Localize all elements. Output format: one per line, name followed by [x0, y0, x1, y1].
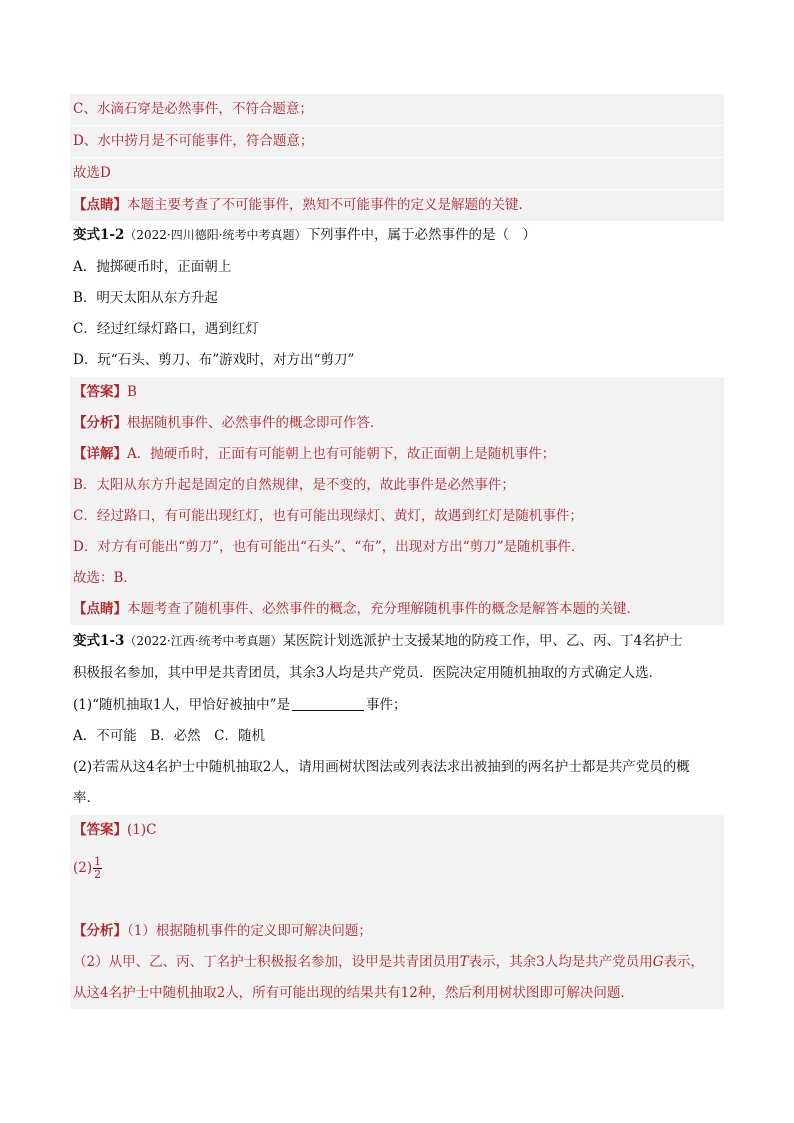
q13-analysis3-line: 从这4名护士中随机抽取2人，所有可能出现的结果共有12种，然后利用树状图即可解决问题． [70, 978, 724, 1009]
q13-answer2-block: (2) $\frac{1}{2}$ [70, 846, 724, 916]
q13-analysis-line: 【分析】（1）根据随机事件的定义即可解决问题； [70, 916, 724, 947]
q12-title-tag: 变式1-2 [73, 227, 125, 243]
q12-option-a: A．抛掷硬币时，正面朝上 [73, 259, 232, 275]
q13-stem-line: 积极报名参加，其中甲是共青团员，其余3人均是共产党员．医院决定用随机抽取的方式确定人选． [73, 665, 663, 681]
q12-detail-c-line: C．经过路口，有可能出现红灯，也有可能出现绿灯、黄灯，故遇到红灯是随机事件； [70, 501, 724, 532]
q12-title-line: 变式1-2（2022·四川德阳·统考中考真题）下列事件中，属于必然事件的是（ ） [73, 227, 537, 243]
fraction-one-half: $\frac{1}{2}$ [94, 855, 102, 881]
q12-choice-line: 故选：B． [70, 563, 724, 594]
prev-option-d-line: D、水中捞月是不可能事件，符合题意； [70, 126, 724, 157]
q13-title-line: 变式1-3（2022·江西·统考中考真题）某医院计划选派护士支援某地的防疫工作，甲、乙、丙、丁4名护士 [73, 633, 683, 649]
q13-title-tag: 变式1-3 [73, 633, 125, 649]
q12-analysis-line: 【分析】根据随机事件、必然事件的概念即可作答． [70, 408, 724, 439]
q12-detail-a-line: 【详解】A．抛硬币时，正面有可能朝上也有可能朝下，故正面朝上是随机事件； [70, 439, 724, 470]
q13-part2-line-cont: 率． [73, 790, 100, 806]
q13-answer-line: 【答案】(1)C [70, 815, 724, 846]
q12-detail-d-line: D．对方有可能出“剪刀”，也有可能出“石头”、“布”，出现对方出“剪刀”是随机事件． [70, 532, 724, 563]
q13-analysis2-line: （2）从甲、乙、丙、丁名护士积极报名参加，设甲是共青团员用T表示，其余3人均是共产党员用G表示， [70, 947, 724, 978]
q12-option-d: D．玩“石头、剪刀、布”游戏时，对方出“剪刀” [73, 352, 355, 368]
prev-comment-line: 【点睛】本题主要考查了不可能事件，熟知不可能事件的定义是解题的关键． [70, 190, 724, 221]
prev-choice-line: 故选D [70, 158, 724, 189]
q12-option-b: B．明天太阳从东方升起 [73, 290, 218, 306]
q12-answer-line: 【答案】B [70, 377, 724, 408]
q13-part1-options: A．不可能 B．必然 C．随机 [73, 728, 265, 744]
prev-option-c-line: C、水滴石穿是必然事件，不符合题意； [70, 94, 724, 125]
q12-detail-b-line: B．太阳从东方升起是固定的自然规律，是不变的，故此事件是必然事件； [70, 470, 724, 501]
q12-option-c: C．经过红绿灯路口，遇到红灯 [73, 321, 259, 337]
q13-part2-line: (2)若需从这4名护士中随机抽取2人，请用画树状图法或列表法求出被抽到的两名护士都是共产党员的概 [73, 759, 690, 775]
answer-blank [292, 696, 364, 711]
comment-tag: 【点睛】 [73, 197, 127, 213]
q12-comment-line: 【点睛】本题考查了随机事件、必然事件的概念，充分理解随机事件的概念是解答本题的关键． [70, 594, 724, 625]
q13-part1-line: (1)“随机抽取1人，甲恰好被抽中”是 事件； [73, 697, 407, 713]
